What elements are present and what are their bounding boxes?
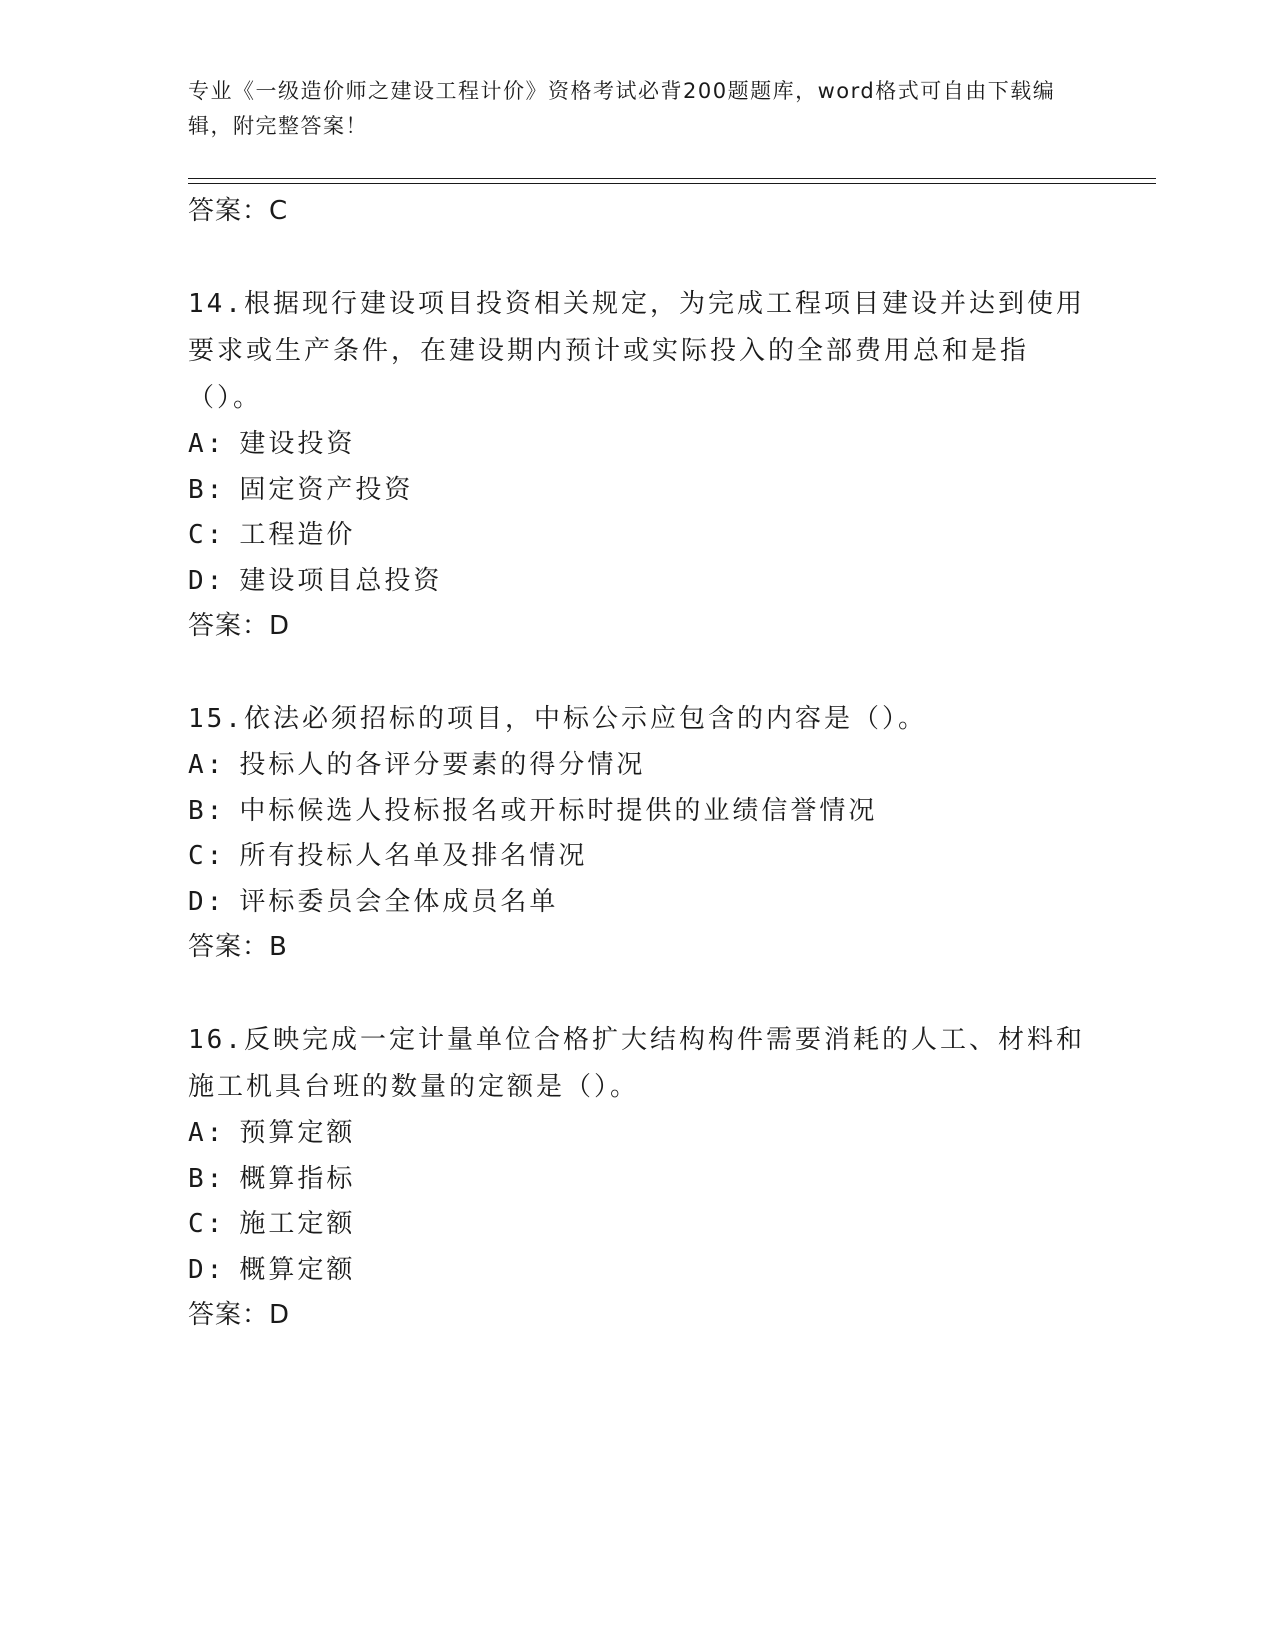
answer-line: 答案：D <box>188 1300 291 1330</box>
option-label: D: <box>188 886 226 917</box>
option-text: 中标候选人投标报名或开标时提供的业绩信誉情况 <box>239 795 878 826</box>
header-text: 专业《一级造价师之建设工程计价》资格考试必背200题题库，word格式可自由下载编辑，附完整答案！ <box>188 79 1056 138</box>
option-a <box>188 422 1088 468</box>
option-label: B: <box>188 474 226 505</box>
question-15 <box>188 696 1088 969</box>
answer-line: 答案：D <box>188 611 291 641</box>
option-label: B: <box>188 1163 226 1194</box>
option-c <box>188 834 1088 880</box>
previous-answer: 答案：C <box>188 196 289 226</box>
option-label: A: <box>188 429 226 459</box>
question-16 <box>188 1017 1088 1337</box>
option-text: 所有投标人名单及排名情况 <box>239 841 588 871</box>
header-rule-bottom <box>188 183 1156 184</box>
option-d <box>188 1248 1088 1294</box>
option-label: D: <box>188 565 226 596</box>
option-text: 概算指标 <box>239 1163 356 1194</box>
option-d <box>188 880 1088 926</box>
option-text: 概算定额 <box>239 1254 356 1285</box>
option-c <box>188 513 1088 559</box>
option-label: C: <box>188 520 226 550</box>
option-text: 建设投资 <box>239 429 356 459</box>
option-text: 固定资产投资 <box>239 474 414 505</box>
question-text: 15.依法必须招标的项目，中标公示应包含的内容是（）。 <box>188 704 927 734</box>
option-b <box>188 468 1088 514</box>
option-text: 评标委员会全体成员名单 <box>239 886 559 917</box>
option-label: C: <box>188 841 226 871</box>
option-label: C: <box>188 1209 226 1239</box>
option-c <box>188 1202 1088 1248</box>
option-text: 预算定额 <box>239 1118 356 1148</box>
option-text: 建设项目总投资 <box>239 565 443 596</box>
answer-line: 答案：B <box>188 932 288 962</box>
option-label: A: <box>188 1118 226 1148</box>
header-rule-top <box>188 178 1156 179</box>
option-label: B: <box>188 795 226 826</box>
option-text: 投标人的各评分要素的得分情况 <box>239 750 646 780</box>
question-text: 14.根据现行建设项目投资相关规定，为完成工程项目建设并达到使用要求或生产条件，在建设期内预计或实际投入的全部费用总和是指（）。 <box>188 289 1085 413</box>
option-label: D: <box>188 1254 226 1285</box>
option-a <box>188 743 1088 789</box>
question-text: 16.反映完成一定计量单位合格扩大结构构件需要消耗的人工、材料和施工机具台班的数量的定额是（）。 <box>188 1025 1085 1102</box>
document-body <box>188 189 1088 1337</box>
option-label: A: <box>188 750 226 780</box>
question-14 <box>188 281 1088 648</box>
document-header <box>188 74 1068 144</box>
option-b <box>188 1157 1088 1203</box>
option-d <box>188 559 1088 605</box>
option-a <box>188 1111 1088 1157</box>
option-b <box>188 789 1088 835</box>
option-text: 工程造价 <box>239 520 356 550</box>
option-text: 施工定额 <box>239 1209 356 1239</box>
